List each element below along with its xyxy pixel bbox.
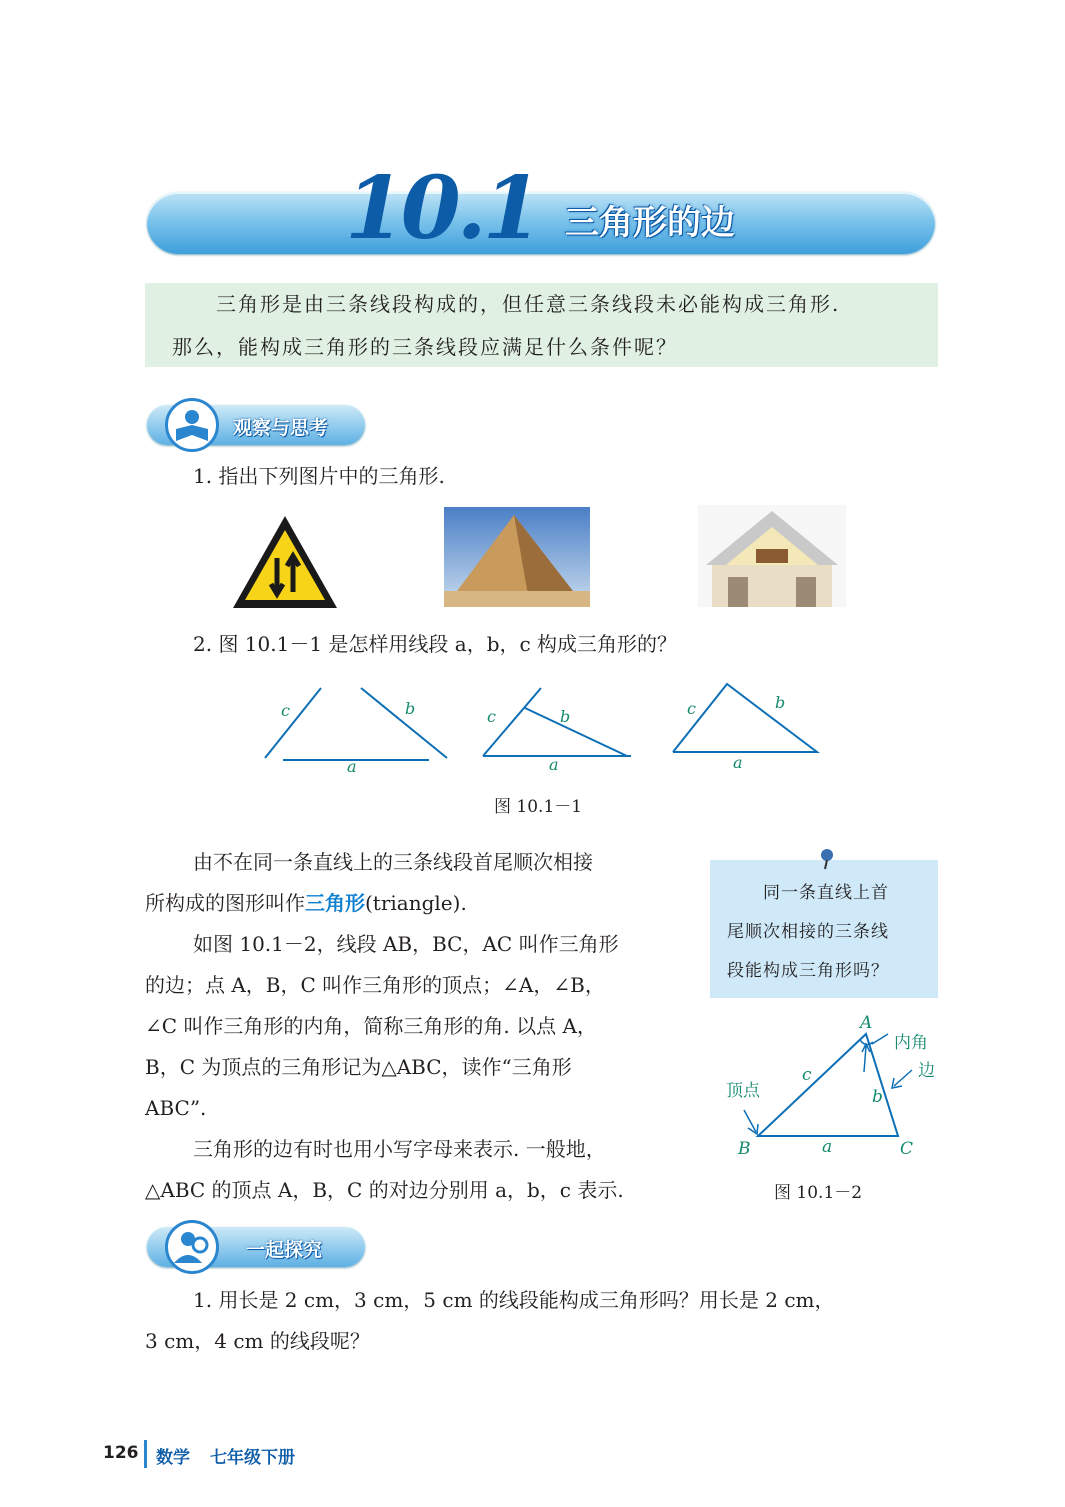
triangle-3 <box>673 684 817 752</box>
section-title: 三角形的边 <box>565 203 735 243</box>
def-line-2: 所构成的图形叫作三角形(triangle). <box>145 891 467 915</box>
observe-think-label: 观察与思考 <box>233 417 329 439</box>
def-line-9: △ABC 的顶点 A，B，C 的对边分别用 a，b，c 表示. <box>145 1178 624 1202</box>
explore-label: 一起探究 <box>246 1239 323 1261</box>
note-line-1: 同一条直线上首 <box>763 883 889 903</box>
label-b-1: b <box>405 699 416 718</box>
magnifier-person-icon <box>165 1220 219 1274</box>
question-2: 2. 图 10.1－1 是怎样用线段 a，b，c 构成三角形的？ <box>193 632 678 656</box>
label-c-3: c <box>687 699 696 718</box>
section-title-bar <box>147 192 935 254</box>
seg-b-1 <box>361 688 447 758</box>
page-number: 126 <box>103 1443 139 1463</box>
figure-2-caption: 图 10.1－2 <box>774 1183 863 1203</box>
label-b: b <box>872 1087 883 1107</box>
label-side: 边 <box>918 1061 935 1081</box>
seg-c-1 <box>265 688 321 758</box>
label-a-1: a <box>347 757 357 776</box>
def-line-1: 由不在同一条直线上的三条线段首尾顺次相接 <box>193 850 593 874</box>
label-interior-angle: 内角 <box>894 1033 928 1053</box>
figure-1-caption: 图 10.1－1 <box>494 797 583 817</box>
def-line-3: 如图 10.1－2，线段 AB，BC，AC 叫作三角形 <box>193 932 619 956</box>
label-a: a <box>822 1137 833 1157</box>
explore-line-1: 1. 用长是 2 cm，3 cm，5 cm 的线段能构成三角形吗？用长是 2 cm， <box>193 1288 835 1312</box>
triangle-abc <box>758 1034 898 1136</box>
label-c-2: c <box>487 707 496 726</box>
reader-icon <box>165 398 219 452</box>
label-A: A <box>860 1013 873 1033</box>
footer-divider <box>144 1440 147 1468</box>
figure-10-1-1 <box>255 678 835 778</box>
side-arrow <box>892 1070 912 1088</box>
def-line-6: B，C 为顶点的三角形记为△ABC，读作“三角形 <box>145 1055 572 1079</box>
label-c-1: c <box>281 701 290 720</box>
note-line-3: 段能构成三角形吗？ <box>727 961 889 981</box>
warning-sign-icon <box>231 514 339 610</box>
label-b-3: b <box>775 693 786 712</box>
pushpin-icon <box>816 846 838 870</box>
intro-line-2: 那么，能构成三角形的三条线段应满足什么条件呢？ <box>172 335 678 359</box>
pyramid-photo <box>444 507 590 607</box>
figure-10-1-2 <box>722 1008 950 1164</box>
angle-arrow <box>862 1044 870 1072</box>
label-b-2: b <box>560 707 571 726</box>
label-vertex: 顶点 <box>726 1081 760 1101</box>
def-line-5: ∠C 叫作三角形的内角，简称三角形的角. 以点 A， <box>145 1014 597 1038</box>
footer-subject: 数学 <box>156 1448 190 1468</box>
def-line-4: 的边；点 A，B，C 叫作三角形的顶点；∠A，∠B， <box>145 973 605 997</box>
section-number: 10.1 <box>345 158 539 259</box>
intro-line-1: 三角形是由三条线段构成的，但任意三条线段未必能构成三角形. <box>216 292 841 316</box>
note-text <box>727 874 932 991</box>
house-photo <box>698 505 846 607</box>
def-line-8: 三角形的边有时也用小写字母来表示. 一般地， <box>193 1137 606 1161</box>
seg-b-2 <box>525 708 627 756</box>
def-line-7: ABC”. <box>145 1096 207 1120</box>
label-C: C <box>900 1139 914 1159</box>
label-B: B <box>738 1139 751 1159</box>
vertex-arrow <box>744 1110 758 1134</box>
label-c: c <box>802 1065 812 1085</box>
explore-line-2: 3 cm，4 cm 的线段呢？ <box>145 1329 370 1353</box>
note-line-2: 尾顺次相接的三条线 <box>727 922 889 942</box>
label-a-2: a <box>549 755 559 774</box>
label-a-3: a <box>733 753 743 772</box>
question-1: 1. 指出下列图片中的三角形. <box>193 464 445 488</box>
footer-grade: 七年级下册 <box>210 1448 295 1468</box>
term-triangle: 三角形 <box>305 891 365 915</box>
